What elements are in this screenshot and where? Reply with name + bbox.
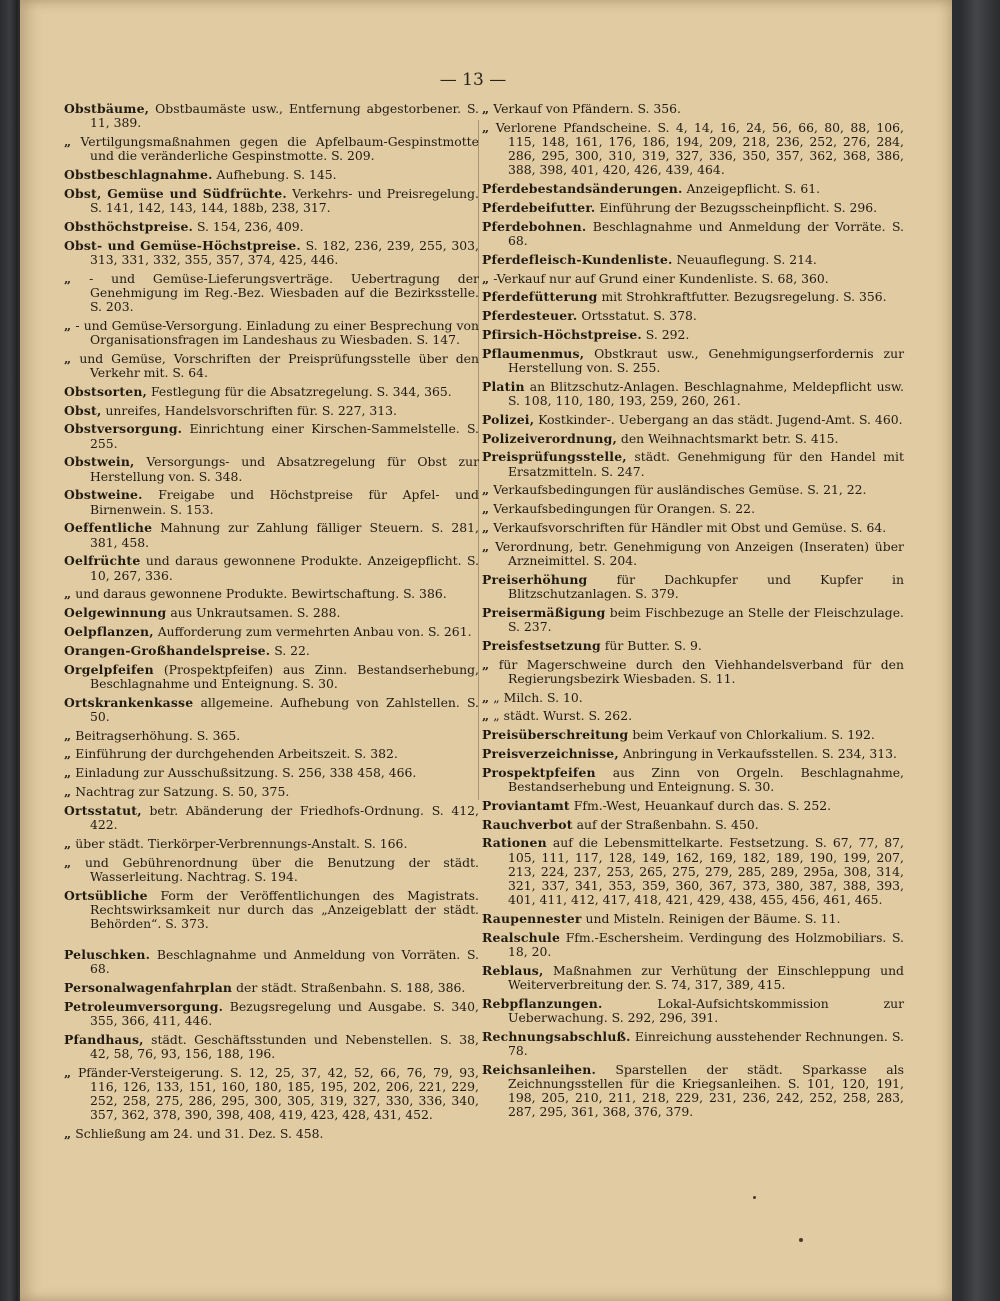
index-text: aus Zinn von Orgeln. Beschlagnahme, Bestandserhebung und Enteignung. S. 30.	[508, 764, 904, 794]
index-keyword: „	[482, 656, 490, 672]
index-entry	[64, 1066, 479, 1123]
index-keyword: Preisfestsetzung	[482, 637, 601, 653]
index-keyword: Rationen	[482, 835, 547, 851]
index-text: Beschlagnahme und Anmeldung von Vorräten. S. 68.	[90, 946, 479, 976]
index-entry	[64, 889, 479, 932]
index-keyword: Pferdebestandsänderungen.	[482, 181, 683, 197]
index-entry	[64, 804, 479, 832]
index-entry	[482, 931, 904, 959]
index-entry	[482, 121, 904, 178]
index-text: S. 182, 236, 239, 255, 303, 313, 331, 332, 355, 357, 374, 425, 446.	[90, 237, 479, 267]
index-keyword: Prospektpfeifen	[482, 764, 596, 780]
index-keyword: Peluschken.	[64, 946, 151, 962]
index-text: Verkauf von Pfändern. S. 356.	[493, 101, 681, 116]
index-keyword: Ortskrankenkasse	[64, 694, 194, 710]
page-number: — 13 —	[439, 70, 507, 90]
index-entry	[482, 432, 904, 446]
index-text: Pfänder-Versteigerung. S. 12, 25, 37, 42, 52, 66, 76, 79, 93, 116, 126, 133, 151, 160, 180, 185, 195, 202, 206, 221, 229, 252, 258, 275, 286, 295, 300, 305, 319, 327, 330, 336, 340, 357, 362, 378, 390, 398, 408, 419, 423, 428, 431, 452.	[77, 1064, 479, 1123]
index-keyword: Preisermäßigung	[482, 604, 606, 620]
index-entry	[64, 625, 479, 639]
left-column	[64, 102, 479, 1146]
index-keyword: Pflaumenmus,	[482, 345, 585, 361]
index-text: Kostkinder-. Uebergang an das städt. Jugend-Amt. S. 460.	[538, 411, 903, 427]
index-entry	[64, 948, 479, 976]
index-text: und Misteln. Reinigen der Bäume. S. 11.	[585, 910, 841, 926]
index-entry	[482, 1063, 904, 1120]
index-entry	[482, 290, 904, 304]
index-entry	[482, 450, 904, 478]
index-text: - und Gemüse-Lieferungsverträge. Uebertragung der Genehmigung im Reg.-Bez. Wiesbaden auf die Bezirksstelle. S. 203.	[89, 270, 479, 314]
index-text: Anbringung in Verkaufsstellen. S. 234, 313.	[622, 745, 897, 761]
index-text: Einführung der durchgehenden Arbeitszeit. S. 382.	[75, 746, 398, 762]
index-entry	[64, 488, 479, 516]
ink-speck	[753, 1196, 756, 1199]
index-text: an Blitzschutz-Anlagen. Beschlagnahme, Meldepflicht usw. S. 108, 110, 180, 193, 259, 260, 261.	[508, 378, 904, 408]
index-entry	[482, 413, 904, 427]
index-entry	[64, 102, 479, 130]
index-keyword: Orgelpfeifen	[64, 661, 154, 677]
index-keyword: „	[482, 270, 490, 286]
index-entry	[64, 135, 479, 163]
index-keyword: Proviantamt	[482, 797, 570, 813]
index-entry	[64, 1033, 479, 1061]
index-entry	[482, 606, 904, 634]
index-text: S. 22.	[274, 642, 310, 658]
index-keyword: „	[64, 1125, 72, 1141]
index-text: Ortsstatut. S. 378.	[581, 308, 697, 324]
index-keyword: Oelgewinnung	[64, 605, 167, 621]
index-entry	[64, 785, 479, 799]
index-entry	[482, 521, 904, 535]
index-keyword: Platin	[482, 378, 525, 394]
index-entry	[64, 272, 479, 315]
index-keyword: Pferdebeifutter.	[482, 200, 596, 215]
index-text: betr. Abänderung der Friedhofs-Ordnung. S. 412, 422.	[90, 802, 479, 832]
index-entry	[482, 182, 904, 196]
index-text: für Butter. S. 9.	[604, 637, 702, 653]
index-entry	[482, 309, 904, 323]
index-entry	[64, 1000, 479, 1028]
index-keyword: Obst,	[64, 402, 102, 418]
index-entry	[482, 483, 904, 497]
index-text: allgemeine. Aufhebung von Zahlstellen. S. 50.	[90, 694, 479, 724]
index-entry	[482, 639, 904, 653]
index-keyword: Obsthöchstpreise.	[64, 218, 194, 234]
index-keyword: Oeffentliche	[64, 520, 153, 536]
index-keyword: Obstbäume,	[64, 101, 150, 116]
index-text: für Magerschweine durch den Viehhandelsverband für den Regierungsbezirk Wiesbaden. S. 11.	[498, 656, 904, 686]
index-entry	[64, 521, 479, 549]
index-text: „ Milch. S. 10.	[493, 689, 583, 705]
index-text: S. 292.	[645, 326, 690, 342]
index-entry	[482, 380, 904, 408]
index-text: städt. Genehmigung für den Handel mit Ersatzmitteln. S. 247.	[508, 449, 904, 479]
index-text: auf der Straßenbahn. S. 450.	[576, 816, 759, 832]
index-keyword: Oelfrüchte	[64, 553, 141, 569]
index-keyword: „	[64, 854, 72, 870]
index-entry	[64, 385, 479, 399]
index-entry	[482, 502, 904, 516]
index-text: Mahnung zur Zahlung fälliger Steuern. S. 281, 381, 458.	[90, 520, 479, 550]
index-text: Sparstellen der städt. Sparkasse als Zeichnungsstellen für die Kriegsanleihen. S. 101, 120, 191, 198, 205, 210, 211, 218, 229, 231, 236, 242, 252, 258, 283, 287, 295, 361, 368, 376, 379.	[508, 1061, 904, 1120]
index-entry	[482, 201, 904, 215]
index-keyword: Ortsstatut,	[64, 802, 142, 818]
index-keyword: Rechnungsabschluß.	[482, 1028, 631, 1044]
index-keyword: „	[482, 501, 490, 517]
index-keyword: „	[64, 134, 72, 149]
index-entry	[64, 1127, 479, 1141]
index-text: Einreichung ausstehender Rechnungen. S. 78.	[508, 1028, 904, 1058]
index-text: aus Unkrautsamen. S. 288.	[170, 605, 341, 621]
index-entry	[482, 728, 904, 742]
index-keyword: Pferdesteuer.	[482, 308, 578, 324]
index-keyword: „	[482, 519, 490, 535]
index-keyword: „	[64, 835, 72, 851]
index-entry	[482, 658, 904, 686]
index-text: Freigabe und Höchstpreise für Apfel- und Birnenwein. S. 153.	[90, 487, 479, 517]
index-entry	[482, 347, 904, 375]
index-entry	[64, 606, 479, 620]
index-entry	[64, 587, 479, 601]
index-entry	[64, 404, 479, 418]
index-entry	[64, 856, 479, 884]
index-keyword: Realschule	[482, 929, 561, 945]
index-keyword: Polizeiverordnung,	[482, 430, 617, 446]
index-keyword: „	[482, 538, 490, 554]
index-text: und Gemüse, Vorschriften der Preisprüfungsstelle über den Verkehr mit. S. 64.	[79, 350, 479, 380]
index-text: Verkaufsbedingungen für ausländisches Gemüse. S. 21, 22.	[493, 482, 867, 498]
index-keyword: Ortsübliche	[64, 887, 148, 903]
book-cover-left-edge	[0, 0, 18, 1301]
index-keyword: Oelpflanzen,	[64, 623, 154, 639]
index-text: Einladung zur Ausschußsitzung. S. 256, 338 458, 466.	[75, 765, 417, 781]
index-keyword: Preisüberschreitung	[482, 727, 629, 743]
index-text: Festlegung für die Absatzregelung. S. 344, 365.	[151, 383, 452, 399]
index-text: auf die Lebensmittelkarte. Festsetzung. S. 67, 77, 87, 105, 111, 117, 128, 149, 162, 169, 182, 189, 190, 199, 207, 213, 224, 237, 253, 265, 275, 279, 285, 289, 295a, 308, 314, 321, 337, 341, 353, 359, 360, 367, 373, 380, 387, 388, 393, 401, 411, 412, 417, 418, 421, 429, 438, 455, 456, 461, 465.	[508, 835, 904, 908]
index-keyword: „	[64, 317, 72, 333]
index-text: über städt. Tierkörper-Verbrennungs-Anstalt. S. 166.	[75, 835, 408, 851]
index-text: „ städt. Wurst. S. 262.	[493, 708, 633, 724]
index-entry	[64, 554, 479, 582]
index-entry	[64, 663, 479, 691]
index-text: mit Strohkraftfutter. Bezugsregelung. S. 356.	[601, 289, 887, 305]
index-entry	[482, 818, 904, 832]
index-entry	[482, 747, 904, 761]
index-entry	[64, 239, 479, 267]
index-keyword: Obstbeschlagnahme.	[64, 167, 213, 182]
index-keyword: „	[482, 101, 490, 116]
index-text: Beitragserhöhung. S. 365.	[75, 727, 241, 743]
index-text: Verkaufsvorschriften für Händler mit Obst und Gemüse. S. 64.	[493, 519, 887, 535]
index-keyword: Obstweine.	[64, 487, 143, 503]
index-entry	[64, 644, 479, 658]
index-entry	[482, 997, 904, 1025]
index-keyword: „	[64, 746, 72, 762]
index-keyword: „	[64, 727, 72, 743]
index-text: Form der Veröffentlichungen des Magistrats. Rechtswirksamkeit nur durch das „Anzeigeblatt der städt. Behörden“. S. 373.	[90, 887, 479, 931]
index-text: städt. Geschäftsstunden und Nebenstellen. S. 38, 42, 58, 76, 93, 156, 188, 196.	[90, 1031, 479, 1061]
index-entry	[482, 253, 904, 267]
index-keyword: Raupennester	[482, 910, 582, 926]
index-keyword: Obst, Gemüse und Südfrüchte.	[64, 185, 287, 201]
index-text: Neuauflegung. S. 214.	[676, 251, 817, 267]
index-keyword: Pferdebohnen.	[482, 218, 587, 234]
index-entry	[482, 540, 904, 568]
index-entry	[482, 964, 904, 992]
index-keyword: „	[482, 689, 490, 705]
index-text: Einführung der Bezugsscheinpflicht. S. 296.	[599, 200, 878, 215]
index-text: beim Verkauf von Chlorkalium. S. 192.	[632, 727, 875, 743]
index-text: Verkaufsbedingungen für Orangen. S. 22.	[493, 501, 756, 517]
index-keyword: „	[482, 119, 490, 135]
index-text: Versorgungs- und Absatzregelung für Obst zur Herstellung von. S. 348.	[90, 454, 479, 484]
index-keyword: Pfandhaus,	[64, 1031, 144, 1047]
index-entry	[64, 766, 479, 780]
index-entry	[482, 766, 904, 794]
index-text: der städt. Straßenbahn. S. 188, 386.	[236, 979, 466, 995]
index-keyword: „	[482, 482, 490, 498]
index-text: für Dachkupfer und Kupfer in Blitzschutzanlagen. S. 379.	[508, 571, 904, 601]
index-text: Verlorene Pfandscheine. S. 4, 14, 16, 24, 56, 66, 80, 88, 106, 115, 148, 161, 176, 186, 194, 209, 218, 236, 252, 276, 284, 286, 295, 300, 310, 319, 327, 336, 350, 357, 362, 368, 386, 388, 398, 401, 420, 426, 439, 464.	[495, 119, 904, 178]
index-text: Aufforderung zum vermehrten Anbau von. S. 261.	[157, 623, 472, 639]
index-entry	[64, 352, 479, 380]
index-text: Bezugsregelung und Ausgabe. S. 340, 355, 366, 411, 446.	[90, 998, 479, 1028]
index-text: den Weihnachtsmarkt betr. S. 415.	[620, 430, 839, 446]
index-entry	[64, 422, 479, 450]
index-keyword: Petroleumversorgung.	[64, 998, 224, 1014]
index-keyword: Rauchverbot	[482, 816, 573, 832]
index-keyword: Pferdefleisch-Kundenliste.	[482, 251, 673, 267]
index-entry	[64, 455, 479, 483]
index-keyword: Obst- und Gemüse-Höchstpreise.	[64, 237, 301, 253]
index-entry	[482, 799, 904, 813]
ink-speck	[799, 1238, 803, 1242]
index-text: und daraus gewonnene Produkte. Bewirtschaftung. S. 386.	[75, 586, 447, 602]
index-keyword: Rebpflanzungen.	[482, 995, 603, 1011]
index-entry	[64, 747, 479, 761]
index-keyword: Pferdefütterung	[482, 289, 598, 305]
index-entry	[64, 729, 479, 743]
index-keyword: Preisverzeichnisse,	[482, 745, 619, 761]
index-text: Verordnung, betr. Genehmigung von Anzeigen (Inseraten) über Arzneimittel. S. 204.	[495, 538, 904, 568]
index-entry	[64, 168, 479, 182]
index-keyword: Obstwein,	[64, 454, 135, 470]
index-entry	[482, 912, 904, 926]
index-keyword: Preisprüfungsstelle,	[482, 449, 627, 465]
index-keyword: Obstsorten,	[64, 383, 148, 399]
index-entry	[482, 272, 904, 286]
index-keyword: „	[64, 350, 72, 366]
index-keyword: Orangen-Großhandelspreise.	[64, 642, 271, 658]
index-keyword: Polizei,	[482, 411, 535, 427]
book-cover-right-edge	[960, 0, 1000, 1301]
index-text: -Verkauf nur auf Grund einer Kundenliste. S. 68, 360.	[493, 270, 829, 286]
index-entry	[64, 696, 479, 724]
index-keyword: Reblaus,	[482, 962, 544, 978]
index-text: Schließung am 24. und 31. Dez. S. 458.	[75, 1125, 324, 1141]
index-keyword: „	[64, 270, 72, 286]
index-keyword: „	[64, 783, 72, 799]
index-text: Obstbaumäste usw., Entfernung abgestorbener. S. 11, 389.	[90, 101, 479, 131]
index-text: Verkehrs- und Preisregelung. S. 141, 142, 143, 144, 188b, 238, 317.	[90, 185, 479, 215]
index-keyword: Pfirsich-Höchstpreise.	[482, 326, 642, 342]
index-text: Beschlagnahme und Anmeldung der Vorräte. S. 68.	[508, 218, 904, 248]
index-text: und daraus gewonnene Produkte. Anzeigepflicht. S. 10, 267, 336.	[90, 553, 479, 583]
index-text: Ffm.-Eschersheim. Verdingung des Holzmobiliars. S. 18, 20.	[508, 929, 904, 959]
index-text: Einrichtung einer Kirschen-Sammelstelle. S. 255.	[90, 421, 479, 451]
index-text: Lokal-Aufsichtskommission zur Ueberwachung. S. 292, 296, 391.	[508, 995, 904, 1025]
index-text: Obstkraut usw., Genehmigungserfordernis zur Herstellung von. S. 255.	[508, 345, 904, 375]
index-entry	[64, 187, 479, 215]
index-entry	[482, 328, 904, 342]
index-entry	[482, 102, 904, 116]
document-page	[20, 0, 952, 1301]
index-keyword: Reichsanleihen.	[482, 1061, 596, 1077]
index-keyword: Personalwagenfahrplan	[64, 979, 233, 995]
index-entry	[482, 709, 904, 723]
index-text: beim Fischbezuge an Stelle der Fleischzulage. S. 237.	[508, 604, 904, 634]
index-text: Maßnahmen zur Verhütung der Einschleppung und Weiterverbreitung der. S. 74, 317, 389, 415.	[508, 962, 904, 992]
index-entry	[482, 220, 904, 248]
index-entry	[64, 319, 479, 347]
index-entry	[64, 220, 479, 234]
index-text: Aufhebung. S. 145.	[216, 167, 337, 182]
index-text: Anzeigepflicht. S. 61.	[686, 181, 821, 197]
index-text: Ffm.-West, Heuankauf durch das. S. 252.	[573, 797, 832, 813]
index-text: Vertilgungsmaßnahmen gegen die Apfelbaum-Gespinstmotte und die veränderliche Gespinstmotte. S. 209.	[80, 134, 479, 164]
index-text: und Gebührenordnung über die Benutzung der städt. Wasserleitung. Nachtrag. S. 194.	[84, 854, 479, 884]
index-keyword: Preiserhöhung	[482, 571, 588, 587]
index-keyword: „	[482, 708, 490, 724]
index-entry	[482, 691, 904, 705]
index-text: Nachtrag zur Satzung. S. 50, 375.	[75, 783, 290, 799]
index-keyword: „	[64, 1064, 72, 1080]
index-text: (Prospektpfeifen) aus Zinn. Bestandserhebung, Beschlagnahme und Enteignung. S. 30.	[90, 661, 479, 691]
index-text: unreifes, Handelsvorschriften für. S. 227, 313.	[105, 402, 397, 418]
index-keyword: „	[64, 586, 72, 602]
index-text: S. 154, 236, 409.	[197, 218, 304, 234]
right-column	[482, 102, 904, 1124]
index-entry	[482, 836, 904, 907]
index-entry	[64, 837, 479, 851]
index-keyword: Obstversorgung.	[64, 421, 183, 437]
index-entry	[482, 573, 904, 601]
index-entry	[64, 981, 479, 995]
index-keyword: „	[64, 765, 72, 781]
index-text: - und Gemüse-Versorgung. Einladung zu einer Besprechung von Organisationsfragen im Landeshaus zu Wiesbaden. S. 147.	[75, 317, 479, 347]
index-entry	[482, 1030, 904, 1058]
